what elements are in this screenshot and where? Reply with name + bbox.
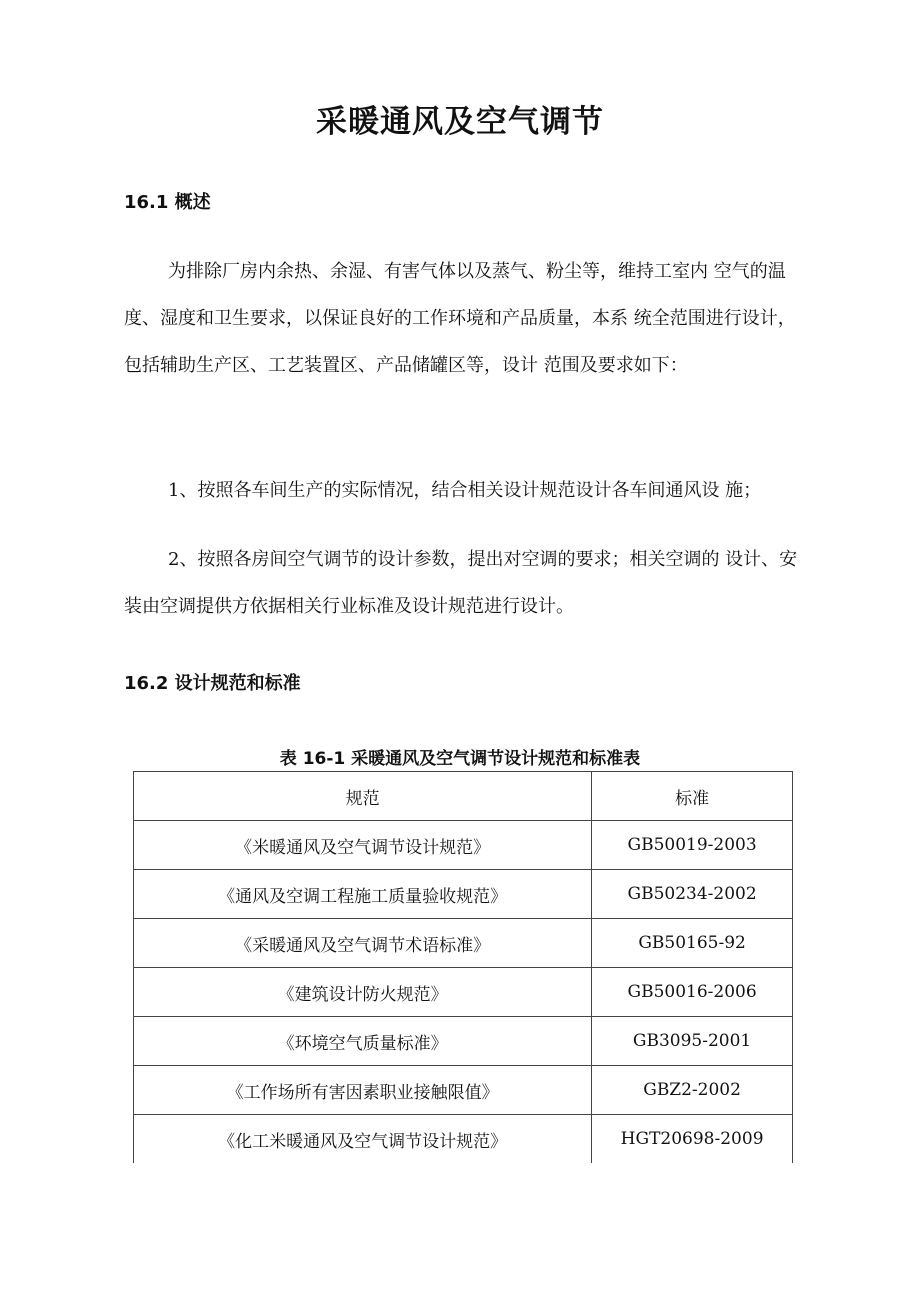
standard-code-cell: GB50234-2002 bbox=[592, 870, 793, 919]
standard-code-cell: GBZ2-2002 bbox=[592, 1066, 793, 1115]
table-row bbox=[134, 1066, 793, 1115]
standard-code-cell: GB50165-92 bbox=[592, 919, 793, 968]
page-title: 采暖通风及空气调节 bbox=[316, 104, 604, 140]
standard-code-cell: GB50019-2003 bbox=[592, 821, 793, 870]
column-header-standard: 标准 bbox=[592, 772, 793, 821]
standard-code-cell: GB3095-2001 bbox=[592, 1017, 793, 1066]
table-caption: 表 16-1 采暖通风及空气调节设计规范和标准表 bbox=[279, 749, 641, 769]
table-row bbox=[134, 870, 793, 919]
spec-cell: 《建筑设计防火规范》 bbox=[134, 968, 592, 1017]
spec-cell: 《米暖通风及空气调节设计规范》 bbox=[134, 821, 592, 870]
column-header-spec: 规范 bbox=[134, 772, 592, 821]
table-row bbox=[134, 968, 793, 1017]
spec-cell: 《通风及空调工程施工质量验收规范》 bbox=[134, 870, 592, 919]
standard-code-cell: HGT20698-2009 bbox=[592, 1115, 793, 1164]
section-heading-overview: 16.1 概述 bbox=[124, 192, 211, 213]
standards-table bbox=[133, 771, 793, 1163]
standard-code-cell: GB50016-2006 bbox=[592, 968, 793, 1017]
spec-cell: 《工作场所有害因素职业接触限值》 bbox=[134, 1066, 592, 1115]
spec-cell: 《环境空气质量标准》 bbox=[134, 1017, 592, 1066]
table-row bbox=[134, 1115, 793, 1164]
requirement-item-1: 1、按照各车间生产的实际情况，结合相关设计规范设计各车间通风设 施； bbox=[168, 480, 762, 501]
table-row bbox=[134, 821, 793, 870]
spec-cell: 《化工米暖通风及空气调节设计规范》 bbox=[134, 1115, 592, 1164]
table-header-row bbox=[134, 772, 793, 821]
requirement-item-2: 2、按照各房间空气调节的设计参数，提出对空调的要求；相关空调的 设计、安装由空调提供方依据相关行业标准及设计规范进行设计。 bbox=[124, 549, 798, 617]
overview-paragraph: 为排除厂房内余热、余湿、有害气体以及蒸气、粉尘等，维持工室内 空气的温度、湿度和卫生要求，以保证良好的工作环境和产品质量，本系 统全范围进行设计，包括辅助生产区、工艺装置区、产品储罐区等，设计 范围及要求如下： bbox=[124, 261, 796, 376]
table-row bbox=[134, 919, 793, 968]
spec-cell: 《采暖通风及空气调节术语标准》 bbox=[134, 919, 592, 968]
section-heading-standards: 16.2 设计规范和标准 bbox=[124, 673, 301, 694]
table-row bbox=[134, 1017, 793, 1066]
